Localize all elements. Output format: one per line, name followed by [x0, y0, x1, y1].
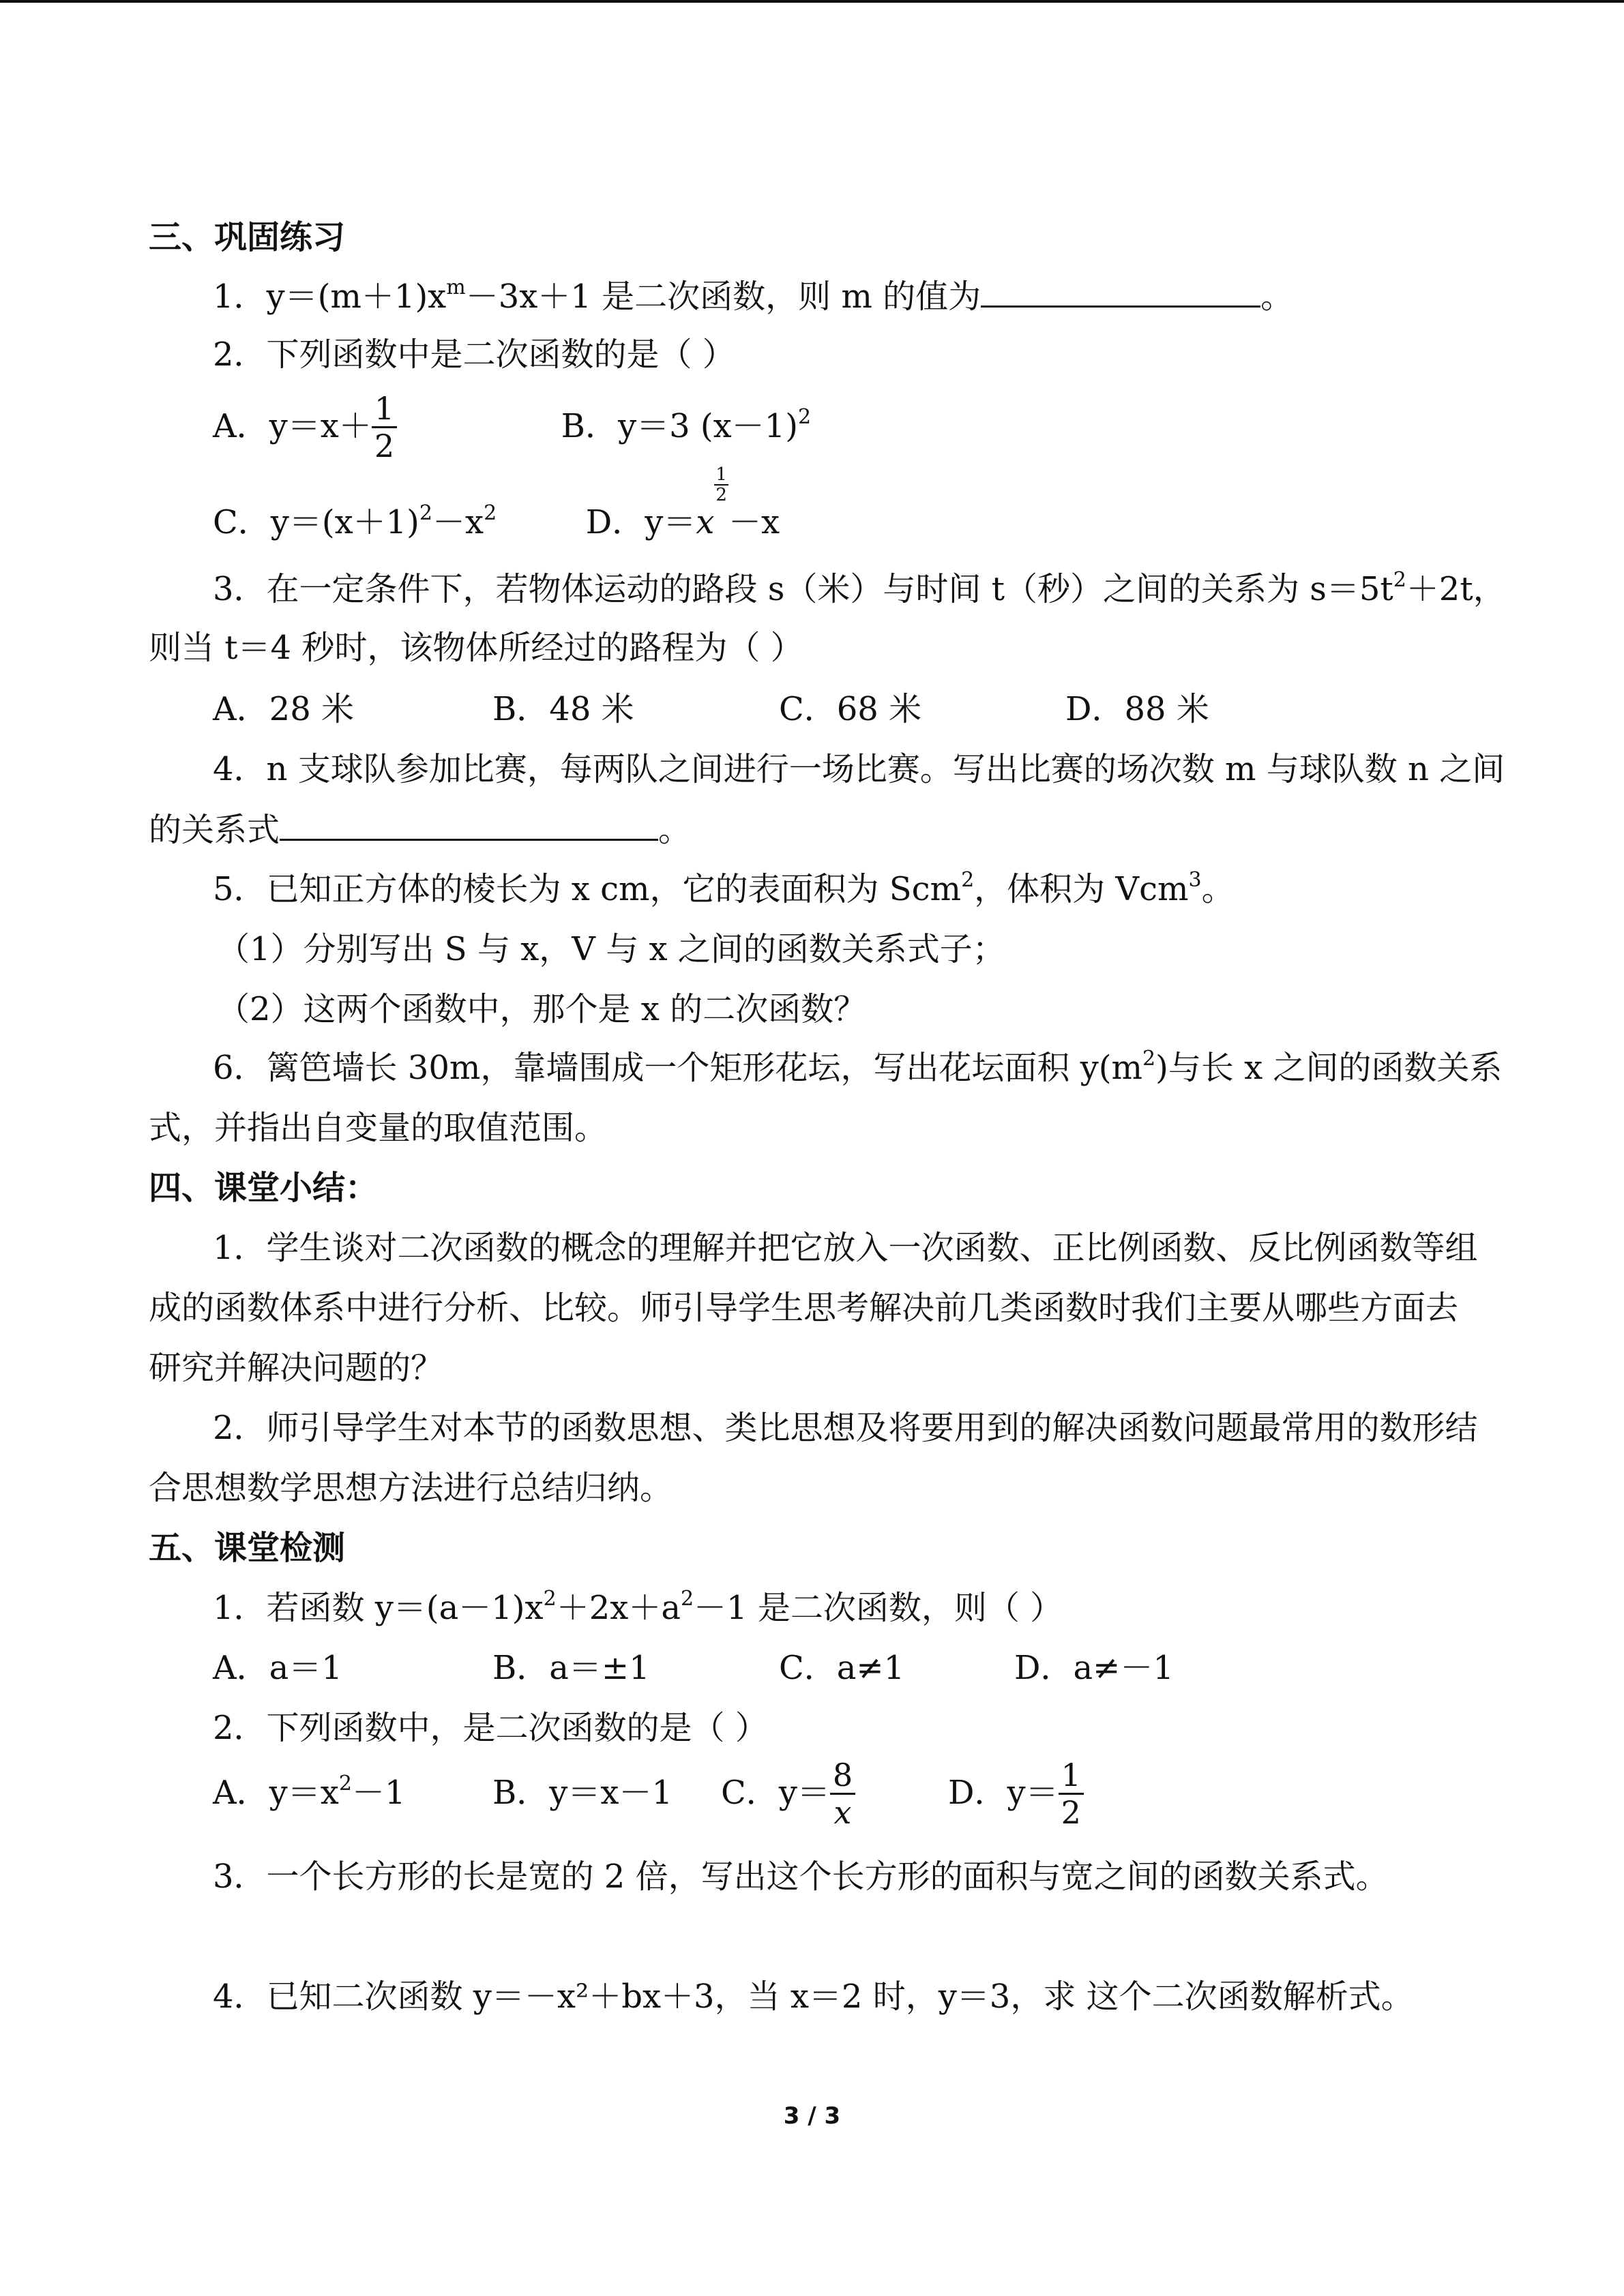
- option-d: D．88 米: [1065, 690, 1209, 728]
- text: D．y＝: [948, 1774, 1059, 1812]
- denominator: 2: [715, 485, 727, 505]
- superscript: 2: [543, 1587, 557, 1611]
- superscript: 2: [680, 1587, 694, 1611]
- s3-question-2-stem: 2．下列函数中是二次函数的是（ ）: [213, 336, 735, 374]
- s3-question-2-options-ab: [213, 389, 811, 468]
- superscript: 2: [484, 501, 497, 525]
- s3-question-5: [213, 869, 1235, 914]
- s4-p1-line3: 研究并解决问题的？: [149, 1349, 444, 1387]
- text: 。: [658, 811, 692, 849]
- numerator: 1: [1059, 1757, 1084, 1795]
- option-a: A．28 米: [213, 690, 355, 728]
- fraction: [372, 391, 397, 464]
- s3-question-2-options-cd: [213, 464, 780, 548]
- s5-question-1: [213, 1587, 1063, 1633]
- text: C．y＝: [721, 1774, 830, 1812]
- superscript: 2: [797, 405, 812, 429]
- text: )与长 x 之间的函数关系: [1155, 1049, 1503, 1087]
- superscript: 2: [338, 1772, 352, 1795]
- s4-p1-line2: 成的函数体系中进行分析、比较。师引导学生思考解决前几类函数时我们主要从哪些方面去: [149, 1289, 1459, 1327]
- text: ＋2x＋a: [556, 1589, 681, 1627]
- text: －3x＋1 是二次函数，则 m 的值为: [465, 278, 981, 316]
- section-heading-4: 四、课堂小结：: [149, 1169, 379, 1207]
- superscript: 2: [419, 501, 433, 525]
- text: 的关系式: [149, 811, 280, 849]
- option-b: B．48 米: [492, 690, 634, 728]
- numerator: 8: [830, 1757, 855, 1795]
- s3-question-3-line1: [213, 569, 1506, 614]
- s4-p1-line1: 1．学生谈对二次函数的概念的理解并把它放入一次函数、正比例函数、反比例函数等组: [213, 1229, 1478, 1267]
- option-a: A．y＝x＋: [213, 407, 372, 445]
- superscript: 2: [961, 868, 975, 892]
- fraction: [830, 1757, 855, 1830]
- s3-question-6-line1: [213, 1047, 1502, 1093]
- section-heading-3: 三、巩固练习: [149, 218, 346, 256]
- text: A．y＝x: [213, 1774, 339, 1812]
- s3-question-3-line2: 则当 t＝4 秒时，该物体所经过的路程为（ ）: [149, 629, 803, 667]
- text: ，体积为 Vcm: [974, 870, 1189, 908]
- option-c: C．a≠1: [779, 1649, 905, 1687]
- text: 5．已知正方体的棱长为 x cm，它的表面积为 Scm: [213, 870, 962, 908]
- denominator: x: [833, 1794, 852, 1831]
- text: 6．篱笆墙长 30m，靠墙围成一个矩形花坛，写出花坛面积 y(m: [213, 1049, 1143, 1087]
- s4-p2-line2: 合思想数学思想方法进行总结归纳。: [149, 1469, 673, 1507]
- superscript: 2: [1393, 568, 1406, 592]
- numerator: 1: [372, 391, 397, 428]
- option-d: D．y＝: [585, 503, 696, 541]
- text: －x: [728, 503, 780, 541]
- s5-question-4: 4．已知二次函数 y＝－x²＋bx＋3，当 x＝2 时，y＝3，求 这个二次函数解析式。: [213, 1978, 1414, 2016]
- s3-question-5-sub1: （1）分别写出 S 与 x，V 与 x 之间的函数关系式子；: [217, 930, 1005, 968]
- s3-question-5-sub2: （2）这两个函数中，那个是 x 的二次函数？: [217, 990, 867, 1028]
- superscript: 2: [1142, 1047, 1156, 1071]
- s3-question-1: [213, 275, 1293, 322]
- answer-blank: [981, 275, 1260, 308]
- answer-blank: [280, 809, 658, 841]
- s3-question-4-line2: [149, 809, 691, 850]
- superscript: m: [446, 275, 466, 299]
- s4-p2-line1: 2．师引导学生对本节的函数思想、类比思想及将要用到的解决函数问题最常用的数形结: [213, 1409, 1478, 1447]
- s3-question-6-line2: 式，并指出自变量的取值范围。: [149, 1109, 608, 1147]
- power-fraction: [714, 465, 728, 505]
- text: 。: [1201, 870, 1235, 908]
- text: 。: [1260, 278, 1294, 316]
- s5-question-3: 3．一个长方形的长是宽的 2 倍，写出这个长方形的面积与宽之间的函数关系式。: [213, 1858, 1389, 1896]
- text: －x: [432, 503, 484, 541]
- text: ＋2t，: [1406, 570, 1506, 608]
- section-heading-5: 五、课堂检测: [149, 1529, 346, 1567]
- base: x: [696, 503, 715, 541]
- option-a: [213, 1755, 406, 1835]
- s5-question-2-stem: 2．下列函数中，是二次函数的是（ ）: [213, 1709, 768, 1747]
- text: 1．y＝(m＋1)x: [213, 278, 447, 316]
- denominator: 2: [374, 428, 395, 464]
- text: 3．在一定条件下，若物体运动的路段 s（米）与时间 t（秒）之间的关系为 s＝5t: [213, 570, 1393, 608]
- option-d: [948, 1755, 1084, 1832]
- option-c: C．68 米: [779, 690, 922, 728]
- numerator: 1: [715, 464, 727, 485]
- option-b: B．y＝3 (x－1): [561, 407, 798, 445]
- s3-question-4-line1: 4．n 支球队参加比赛，每两队之间进行一场比赛。写出比赛的场次数 m 与球队数 n 之间: [213, 750, 1505, 788]
- text: 1．若函数 y＝(a－1)x: [213, 1589, 544, 1627]
- option-a: A．a＝1: [213, 1649, 342, 1687]
- superscript: 3: [1188, 868, 1202, 892]
- page-number: 3 / 3: [783, 2102, 841, 2130]
- denominator: 2: [1061, 1794, 1081, 1831]
- option-c: C．y＝(x＋1): [213, 503, 419, 541]
- text: －1 是二次函数，则（ ）: [694, 1589, 1063, 1627]
- option-c: [721, 1755, 855, 1832]
- text: －1: [351, 1774, 406, 1812]
- option-b: B．y＝x－1: [492, 1774, 673, 1812]
- fraction: [1059, 1757, 1084, 1830]
- option-d: D．a≠－1: [1014, 1649, 1174, 1687]
- option-b: B．a＝±1: [492, 1649, 650, 1687]
